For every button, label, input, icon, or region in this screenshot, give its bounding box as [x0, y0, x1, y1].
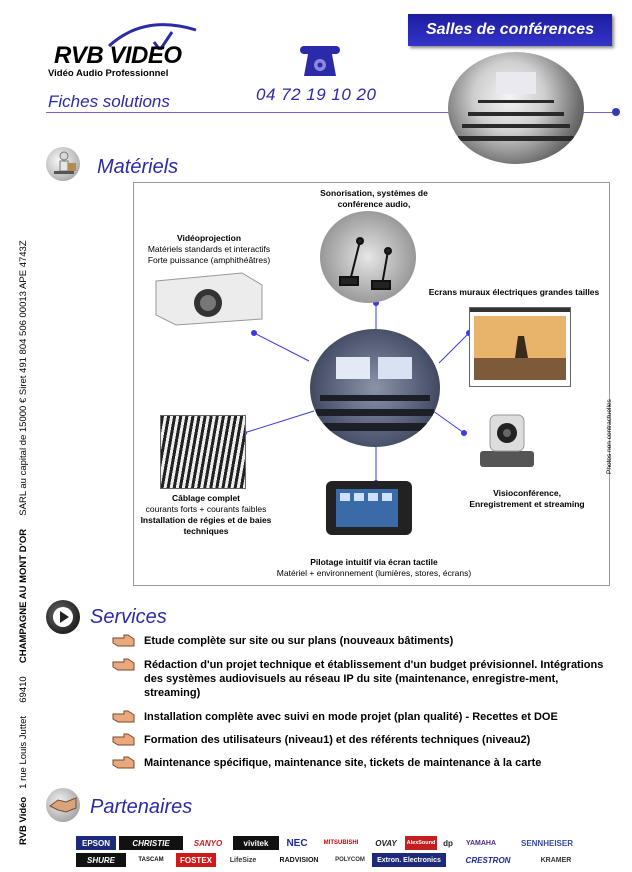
- video-line-2: Matériels standards et interactifs: [147, 244, 271, 254]
- divider-dot: [612, 108, 620, 116]
- partner-logo: TASCAM: [138, 857, 164, 863]
- pointing-hand-icon: [112, 733, 136, 747]
- partner-logo: YAMAHA: [465, 839, 497, 847]
- fiches-title: Fiches solutions: [48, 92, 170, 111]
- partner-logo: KRAMER: [540, 856, 572, 864]
- screen-photo: [469, 307, 571, 387]
- cable-line-4: techniques: [183, 526, 229, 536]
- cable-line-1: Câblage complet: [171, 493, 241, 503]
- partner-logo: AlexSound: [405, 836, 437, 850]
- video-label: [139, 233, 279, 266]
- service-text: Installation complète avec suivi en mode projet (plan qualité) - Recettes et DOE: [144, 711, 558, 723]
- pointing-hand-icon: [112, 634, 136, 648]
- partner-logo: EPSON: [76, 836, 116, 850]
- section-title-materiels: Matériels: [97, 156, 179, 178]
- telephone-icon: [298, 42, 342, 78]
- sidebar-legal-text: SARL au capital de 15000 € Siret 491 804 506 00013 APE 4743Z: [18, 240, 29, 516]
- visio-line-2: Enregistrement et streaming: [469, 499, 585, 509]
- service-text: Formation des utilisateurs (niveau1) et des référents techniques (niveau2): [144, 734, 531, 746]
- partner-logo: SENNHEISER: [520, 838, 573, 848]
- partner-logo: MITSUBISHI: [323, 840, 359, 846]
- sono-line-2: conférence audio,: [337, 199, 411, 209]
- visio-line-1: Visioconférence,: [493, 488, 561, 498]
- partners-row-2: [76, 853, 582, 867]
- partner-logo: CRESTRON: [465, 855, 511, 865]
- cabling-photo: [160, 415, 246, 489]
- section-title-partenaires: Partenaires: [90, 796, 193, 818]
- partner-logo: NEC: [286, 837, 308, 849]
- partner-logo: RADVISION: [279, 856, 319, 864]
- conference-room-photo: [448, 52, 584, 164]
- sono-line-1: Sonorisation, systèmes de: [320, 188, 428, 198]
- ptz-camera-photo: [472, 405, 542, 475]
- cable-line-3: Installation de régies et de baies: [140, 515, 272, 525]
- sidebar-postal: 69410: [18, 676, 29, 703]
- pointing-hand-icon: [112, 710, 136, 724]
- visio-label: [452, 488, 602, 510]
- service-text: Rédaction d'un projet technique et établissement d'un budget prévisionnel. Intégrations des systèmes audiovisuels au réseau IP du site (maintenance, enregistre-ment, streaming): [144, 659, 604, 699]
- section-title-services: Services: [90, 606, 167, 628]
- sidebar-legal: [6, 120, 32, 850]
- sidebar-company: RVB Vidéo: [18, 796, 29, 845]
- microphone-photo: [320, 211, 416, 303]
- pilot-line-2: Matériel + environnement (lumières, stores, écrans): [276, 568, 472, 578]
- service-text: Etude complète sur site ou sur plans (nouveaux bâtiments): [144, 635, 454, 647]
- partner-logo: LifeSize: [229, 856, 257, 864]
- conference-hall-photo: [310, 329, 440, 447]
- sidebar-address: 1 rue Louis Juttet: [18, 715, 29, 789]
- cable-line-2: courants forts + courants faibles: [145, 504, 267, 514]
- screens-label: Ecrans muraux électriques grandes tailles: [428, 287, 600, 297]
- sidebar-text: [18, 240, 29, 845]
- partner-logo: OVAY: [375, 838, 397, 848]
- service-text: Maintenance spécifique, maintenance site, tickets de maintenance à la carte: [144, 757, 542, 769]
- photos-disclaimer: Photos non contractuelles: [606, 399, 613, 474]
- partner-logo: SANYO: [193, 838, 223, 848]
- handshake-icon: [46, 788, 80, 822]
- equipment-diagram: [133, 182, 610, 586]
- video-line-1: Vidéoprojection: [176, 233, 242, 243]
- partner-logo: SHURE: [76, 853, 126, 867]
- delivery-icon: [46, 147, 80, 181]
- sidebar-city: CHAMPAGNE AU MONT D'OR: [18, 528, 29, 664]
- company-logo: [48, 20, 198, 80]
- pilot-label: [254, 557, 494, 579]
- partner-logo: dp: [443, 838, 453, 848]
- partner-logo: CHRISTIE: [119, 836, 183, 850]
- pilot-line-1: Pilotage intuitif via écran tactile: [310, 557, 438, 567]
- partner-logo: POLYCOM: [335, 857, 365, 863]
- pointing-hand-icon: [112, 756, 136, 770]
- cabling-label: [136, 493, 276, 537]
- touch-panel-photo: [324, 479, 414, 537]
- partner-logo: vivitek: [233, 836, 279, 850]
- logo-title: RVB VIDEO: [54, 42, 182, 69]
- partners-row-1: [76, 836, 588, 850]
- partner-logo: Extron. Electronics: [372, 853, 446, 867]
- sono-label: [294, 188, 454, 210]
- video-line-3: Forte puissance (amphithéâtres): [147, 255, 271, 265]
- pointing-hand-icon: [112, 658, 136, 672]
- phone-number: 04 72 19 10 20: [256, 85, 377, 104]
- logo-subtitle: Vidéo Audio Professionnel: [48, 68, 169, 79]
- projector-photo: [146, 267, 266, 327]
- partner-logo: FOSTEX: [176, 853, 216, 867]
- service-play-icon: [46, 600, 80, 634]
- category-banner: Salles de conférences: [408, 14, 612, 46]
